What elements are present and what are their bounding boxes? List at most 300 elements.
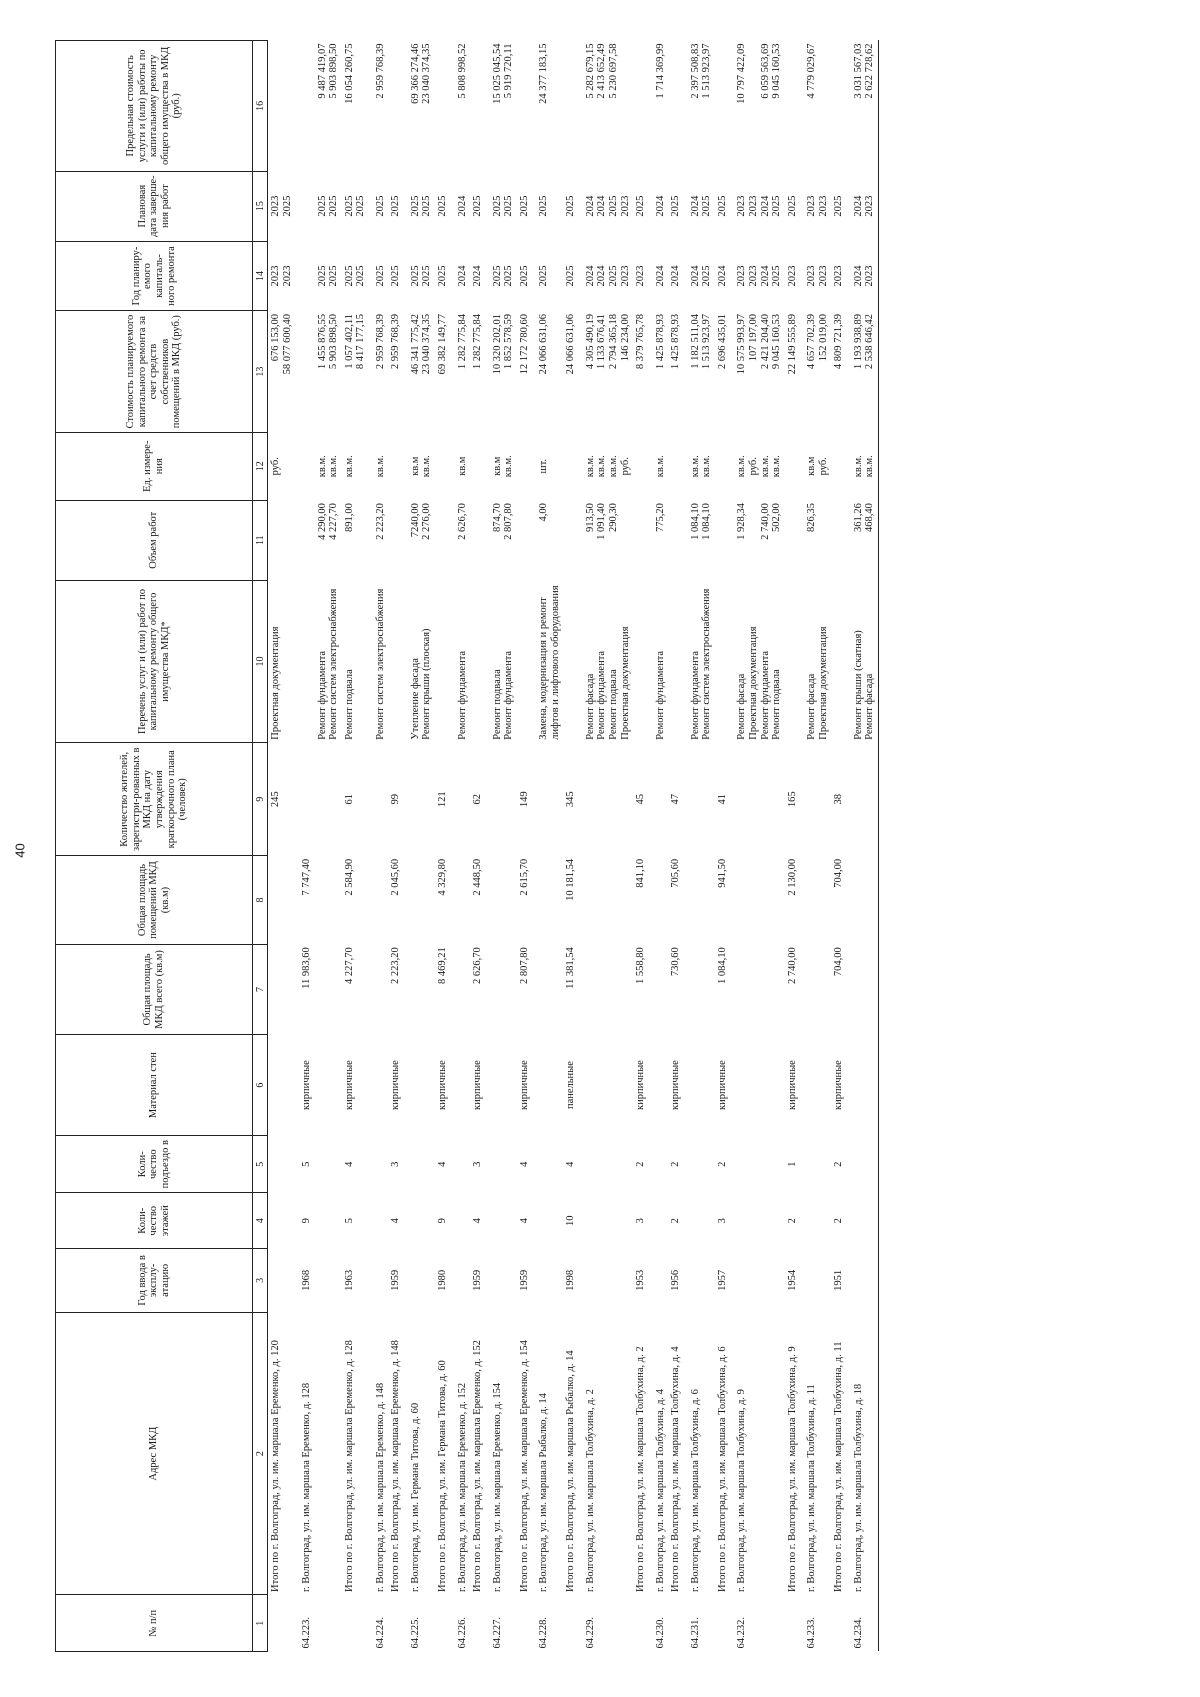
table-cell-col-5: [831, 1135, 851, 1193]
table-cell-col-6: [470, 1035, 490, 1136]
table-cell-col-12: [583, 432, 633, 500]
column-header-4: Коли-чество этажей: [56, 1193, 253, 1249]
cell-line: Ремонт подвала: [491, 669, 503, 740]
cell-line: 245: [270, 791, 281, 808]
table-cell-col-12: [373, 432, 389, 500]
cell-line: 2: [670, 1161, 682, 1167]
cell-line: [317, 746, 329, 853]
cell-line: 1954: [786, 1269, 798, 1291]
table-cell-col-16: [583, 41, 633, 172]
cell-line: [317, 1598, 329, 1649]
cell-line: 45: [635, 794, 647, 805]
cell-line: [270, 947, 282, 1031]
cell-line: [565, 44, 577, 169]
cell-line: [472, 44, 484, 169]
cell-line: 165: [786, 791, 798, 808]
table-cell-col-11: [583, 500, 633, 580]
cell-line: 2 223,20: [390, 947, 402, 984]
cell-line: 2024: [852, 265, 864, 287]
table-cell-col-3: [668, 1249, 688, 1313]
column-header-11: Объем работ: [56, 500, 253, 580]
table-cell-col-6: [490, 1035, 517, 1136]
cell-line: 1959: [472, 1269, 484, 1291]
cell-line: Итого по г. Волгоград, ул. им. маршала Рыбалко, д. 14: [565, 1350, 577, 1592]
table-cell-col-7: [633, 944, 653, 1034]
cell-line: Ремонт подвала: [608, 669, 620, 740]
cell-line: 4: [437, 1161, 449, 1167]
table-cell-col-4: [388, 1193, 408, 1249]
cell-line: 704,00: [833, 947, 845, 977]
cell-line: [806, 947, 818, 1031]
cell-line: 64.230.: [654, 1617, 666, 1649]
cell-line: 4 305 490,19: [584, 313, 596, 370]
cell-line: [472, 503, 484, 577]
cell-line: 704,00: [833, 858, 845, 888]
cell-line: 4 290,00: [316, 503, 328, 540]
table-cell-col-14: [688, 241, 715, 311]
cell-line: [736, 947, 748, 1031]
column-header-1: № п/п: [56, 1595, 253, 1652]
table-cell-col-6: [299, 1035, 315, 1136]
cell-line: кв.м.: [584, 455, 596, 478]
cell-line: 2 421 204,40: [759, 313, 771, 370]
cell-line: 2023: [833, 265, 845, 287]
table-row: [373, 41, 389, 1652]
table-cell-col-10: [408, 580, 435, 742]
table-cell-col-10: [633, 580, 653, 742]
table-cell-col-15: [734, 171, 784, 241]
table-cell-col-8: [490, 856, 517, 944]
cell-line: 4: [565, 1161, 577, 1167]
cell-line: [635, 503, 647, 577]
cell-line: кв.м: [456, 456, 468, 476]
cell-line: 11 381,54: [565, 947, 577, 989]
cell-line: 1 282 775,84: [472, 313, 484, 370]
cell-line: [690, 1038, 702, 1133]
table-cell-col-6: [668, 1035, 688, 1136]
table-cell-col-13: [470, 311, 490, 432]
table-cell-col-16: [734, 41, 784, 172]
cell-line: [301, 503, 313, 577]
table-cell-col-4: [785, 1193, 805, 1249]
cell-line: [655, 947, 667, 1031]
table-cell-col-3: [563, 1249, 583, 1313]
table-cell-col-10: [455, 580, 471, 742]
table-cell-col-8: [470, 856, 490, 944]
table-cell-col-7: [299, 944, 315, 1034]
cell-line: [655, 746, 667, 853]
cell-line: [492, 947, 504, 1031]
table-cell-col-14: [715, 241, 735, 311]
cell-line: кирпичные: [518, 1060, 530, 1110]
table-cell-col-4: [804, 1193, 831, 1249]
table-cell-col-2: [804, 1312, 831, 1595]
cell-line: 2025: [355, 265, 367, 287]
table-cell-col-1: [470, 1595, 490, 1652]
cell-line: Ремонт систем электроснабжения: [374, 588, 386, 740]
table-cell-col-11: [373, 500, 389, 580]
table-cell-col-8: [831, 856, 851, 944]
table-cell-col-14: [785, 241, 805, 311]
cell-line: 2023: [635, 265, 647, 287]
cell-line: кирпичные: [472, 1060, 484, 1110]
table-cell-col-14: [490, 241, 517, 311]
cell-line: [317, 1196, 329, 1246]
cell-line: 2023: [864, 195, 876, 217]
cell-line: руб.: [619, 457, 631, 476]
cell-line: [635, 44, 647, 169]
cell-line: 2023: [817, 195, 829, 217]
column-number-10: 10: [253, 580, 268, 742]
cell-line: кв.м.: [852, 455, 864, 478]
table-cell-col-3: [785, 1249, 805, 1313]
table-cell-col-15: [583, 171, 633, 241]
cell-line: Итого по г. Волгоград, ул. им. Германа Титова, д. 60: [437, 1360, 449, 1592]
cell-line: 2023: [619, 265, 631, 287]
table-cell-col-15: [715, 171, 735, 241]
table-cell-col-9: [653, 743, 669, 856]
table-cell-col-15: [315, 171, 342, 241]
cell-line: [787, 44, 799, 169]
cell-line: 2 538 646,42: [864, 313, 876, 370]
table-cell-col-1: [388, 1595, 408, 1652]
table-cell-col-9: [583, 743, 633, 856]
cell-line: 1959: [518, 1269, 530, 1291]
column-header-16: Предельная стоимость услуги и (или) работы по капитальному ремонту общего имущества в МКД (руб.): [56, 41, 253, 172]
cell-line: [736, 746, 748, 853]
table-cell-col-9: [831, 743, 851, 856]
cell-line: [806, 1038, 818, 1133]
table-cell-col-15: [831, 171, 851, 241]
cell-line: [787, 435, 799, 497]
cell-line: 10 797 422,09: [736, 43, 748, 104]
table-cell-col-4: [536, 1193, 563, 1249]
cell-line: руб.: [817, 457, 829, 476]
cell-line: Ремонт фундамента: [456, 650, 468, 740]
cell-line: 676 153,00: [270, 313, 281, 362]
cell-line: [472, 1598, 484, 1649]
table-cell-col-1: [563, 1595, 583, 1652]
table-cell-col-15: [268, 171, 300, 241]
table-cell-col-4: [408, 1193, 435, 1249]
cell-line: 2: [716, 1161, 728, 1167]
cell-line: 2025: [421, 265, 433, 287]
cell-line: 2025: [833, 195, 845, 217]
table-cell-col-15: [804, 171, 831, 241]
table-cell-col-16: [688, 41, 715, 172]
table-row-total: [785, 41, 805, 1652]
table-cell-col-11: [688, 500, 715, 580]
cell-line: [317, 1252, 329, 1310]
table-cell-col-12: [785, 432, 805, 500]
cell-line: 2 807,80: [518, 947, 530, 984]
table-cell-col-14: [435, 241, 455, 311]
cell-line: 9 045 160,53: [771, 43, 783, 99]
table-cell-col-9: [408, 743, 435, 856]
cell-line: 6 059 563,69: [759, 43, 771, 99]
cell-line: 2023: [806, 195, 818, 217]
table-row: [408, 41, 435, 1652]
cell-line: [853, 746, 865, 853]
table-cell-col-10: [268, 580, 300, 742]
table-cell-col-14: [455, 241, 471, 311]
column-number-row: [253, 41, 268, 1652]
table-cell-col-6: [804, 1035, 831, 1136]
cell-line: 7240,00: [409, 503, 421, 538]
cell-line: [690, 1138, 702, 1190]
cell-line: 11 983,60: [301, 947, 313, 989]
table-cell-col-10: [315, 580, 342, 742]
column-number-1: 1: [253, 1595, 268, 1652]
cell-line: [472, 435, 484, 497]
table-cell-col-2: [734, 1312, 784, 1595]
cell-line: кв.м.: [343, 455, 355, 478]
table-cell-col-7: [490, 944, 517, 1034]
column-number-14: 14: [253, 241, 268, 311]
cell-line: 2023: [736, 195, 748, 217]
cell-line: 64.234.: [852, 1617, 864, 1649]
table-cell-col-12: [653, 432, 669, 500]
table-cell-col-14: [470, 241, 490, 311]
table-row-total: [435, 41, 455, 1652]
cell-line: 10 181,54: [565, 858, 577, 901]
cell-line: [806, 1138, 818, 1190]
table-row: [583, 41, 633, 1652]
table-cell-col-5: [583, 1135, 633, 1193]
cell-line: 2025: [316, 195, 328, 217]
cell-line: г. Волгоград, ул. им. маршала Толбухина, д. 2: [584, 1389, 596, 1592]
cell-line: г. Волгоград, ул. им. маршала Толбухина, д. 6: [689, 1389, 701, 1592]
column-number-12: 12: [253, 432, 268, 500]
cell-line: [301, 435, 313, 497]
table-cell-col-9: [536, 743, 563, 856]
cell-line: Итого по г. Волгоград, ул. им. маршала Толбухина, д. 4: [670, 1346, 682, 1592]
table-cell-col-7: [804, 944, 831, 1034]
table-cell-col-4: [715, 1193, 735, 1249]
table-cell-col-7: [734, 944, 784, 1034]
table-cell-col-6: [268, 1035, 300, 1136]
cell-line: 2 959 768,39: [374, 313, 386, 370]
cell-line: кирпичные: [670, 1060, 682, 1110]
table-cell-col-5: [563, 1135, 583, 1193]
table-cell-col-10: [831, 580, 851, 742]
table-cell-col-7: [831, 944, 851, 1034]
table-cell-col-10: [299, 580, 315, 742]
cell-line: [519, 503, 531, 577]
table-cell-col-6: [734, 1035, 784, 1136]
cell-line: [690, 746, 702, 853]
cell-line: 4 657 702,39: [806, 313, 818, 370]
cell-line: 1 558,80: [635, 947, 647, 984]
table-cell-col-6: [785, 1035, 805, 1136]
cell-line: Ремонт фасада: [736, 673, 748, 740]
cell-line: кв.м.: [736, 455, 748, 478]
cell-line: 64.229.: [584, 1617, 596, 1649]
table-cell-col-1: [268, 1595, 300, 1652]
cell-line: кв.м.: [864, 455, 876, 478]
table-cell-col-6: [633, 1035, 653, 1136]
table-cell-col-6: [715, 1035, 735, 1136]
cell-line: [655, 859, 667, 941]
table-cell-col-14: [831, 241, 851, 311]
cell-line: кирпичные: [716, 1060, 728, 1110]
cell-line: 152 019,00: [817, 313, 829, 362]
cell-line: 1: [786, 1161, 798, 1167]
cell-line: 1 928,34: [736, 503, 748, 540]
table-row: [734, 41, 784, 1652]
cell-line: [690, 1196, 702, 1246]
cell-line: 41: [716, 794, 728, 805]
cell-line: 705,60: [670, 858, 682, 888]
table-cell-col-3: [633, 1249, 653, 1313]
cell-line: Ремонт фундамента: [316, 650, 328, 740]
cell-line: [717, 1598, 729, 1649]
table-cell-col-15: [388, 171, 408, 241]
table-cell-col-10: [435, 580, 455, 742]
cell-line: 2 130,00: [786, 858, 798, 896]
table-cell-col-12: [804, 432, 831, 500]
column-number-13: 13: [253, 311, 268, 432]
cell-line: [717, 583, 729, 739]
cell-line: г. Волгоград, ул. им. маршала Толбухина, д. 11: [806, 1384, 818, 1592]
table-cell-col-8: [804, 856, 831, 944]
table-cell-col-8: [633, 856, 653, 944]
table-cell-col-7: [388, 944, 408, 1034]
cell-line: [270, 44, 282, 169]
table-row-total: [633, 41, 653, 1652]
table-cell-col-10: [653, 580, 669, 742]
table-cell-col-10: [668, 580, 688, 742]
cell-line: 2: [670, 1218, 682, 1224]
cell-line: 2025: [409, 265, 421, 287]
cell-line: 2023: [270, 195, 281, 217]
table-cell-col-8: [653, 856, 669, 944]
table-cell-col-3: [734, 1249, 784, 1313]
table-row-total: [268, 41, 300, 1652]
table-cell-col-9: [470, 743, 490, 856]
table-cell-col-8: [435, 856, 455, 944]
cell-line: [344, 1598, 356, 1649]
cell-line: [301, 174, 313, 238]
table-cell-col-15: [470, 171, 490, 241]
table-cell-col-14: [734, 241, 784, 311]
table-cell-col-2: [455, 1312, 471, 1595]
cell-line: 9: [301, 1218, 313, 1224]
cell-line: [410, 859, 422, 941]
table-row-total: [831, 41, 851, 1652]
table-cell-col-7: [408, 944, 435, 1034]
cell-line: шт.: [538, 458, 550, 474]
cell-line: [690, 859, 702, 941]
cell-line: [390, 44, 402, 169]
cell-line: 1 084,10: [689, 503, 701, 540]
table-cell-col-4: [851, 1193, 879, 1249]
cell-line: [519, 44, 531, 169]
table-cell-col-9: [804, 743, 831, 856]
table-cell-col-11: [831, 500, 851, 580]
table-cell-col-12: [734, 432, 784, 500]
table-cell-col-6: [563, 1035, 583, 1136]
cell-line: 775,20: [654, 503, 666, 532]
cell-line: [317, 1138, 329, 1190]
table-row: [851, 41, 879, 1652]
cell-line: 2025: [518, 265, 530, 287]
table-cell-col-9: [785, 743, 805, 856]
cell-line: кв.м.: [596, 455, 608, 478]
table-cell-col-14: [804, 241, 831, 311]
cell-line: 1963: [343, 1269, 355, 1291]
table-cell-col-4: [734, 1193, 784, 1249]
table-cell-col-11: [388, 500, 408, 580]
table-cell-col-2: [785, 1312, 805, 1595]
column-number-7: 7: [253, 944, 268, 1034]
table-cell-col-11: [455, 500, 471, 580]
table-cell-col-11: [408, 500, 435, 580]
table-cell-col-16: [455, 41, 471, 172]
table-cell-col-4: [373, 1193, 389, 1249]
cell-line: [853, 859, 865, 941]
cell-line: [317, 1038, 329, 1133]
cell-line: 2 622 728,62: [864, 43, 876, 99]
table-cell-col-15: [373, 171, 389, 241]
table-cell-col-1: [653, 1595, 669, 1652]
table-cell-col-8: [455, 856, 471, 944]
table-cell-col-11: [563, 500, 583, 580]
table-cell-col-2: [373, 1312, 389, 1595]
cell-line: 874,70: [491, 503, 503, 532]
table-row-total: [715, 41, 735, 1652]
table-cell-col-13: [583, 311, 633, 432]
table-cell-col-5: [315, 1135, 342, 1193]
table-cell-col-2: [435, 1312, 455, 1595]
cell-line: [270, 1196, 282, 1246]
cell-line: [565, 1598, 577, 1649]
cell-line: г. Волгоград, ул. им. маршала Толбухина, д. 9: [736, 1389, 748, 1592]
table-cell-col-7: [563, 944, 583, 1034]
table-cell-col-16: [563, 41, 583, 172]
table-cell-col-7: [373, 944, 389, 1034]
table-cell-col-7: [342, 944, 373, 1034]
cell-line: 2025: [390, 195, 402, 217]
table-cell-col-8: [373, 856, 389, 944]
cell-line: [833, 44, 845, 169]
table-row-total: [342, 41, 373, 1652]
table-cell-col-1: [342, 1595, 373, 1652]
cell-line: 891,00: [343, 503, 355, 532]
table-cell-col-12: [315, 432, 342, 500]
cell-line: Итого по г. Волгоград, ул. им. маршала Толбухина, д. 2: [635, 1346, 647, 1592]
cell-line: 1 193 938,89: [852, 313, 864, 370]
column-header-5: Коли-чество подъездо в: [56, 1135, 253, 1193]
cell-line: 64.225.: [409, 1617, 421, 1649]
table-cell-col-11: [342, 500, 373, 580]
table-cell-col-11: [435, 500, 455, 580]
cell-line: 2024: [472, 265, 484, 287]
table-cell-col-16: [715, 41, 735, 172]
table-cell-col-16: [517, 41, 537, 172]
cell-line: [538, 1196, 550, 1246]
table-cell-col-16: [342, 41, 373, 172]
table-cell-col-15: [785, 171, 805, 241]
cell-line: [806, 746, 818, 853]
table-cell-col-14: [408, 241, 435, 311]
cell-line: Замена, модернизация и ремонт лифтов и лифтового оборудования: [538, 585, 561, 740]
table-cell-col-2: [315, 1312, 342, 1595]
table-cell-col-13: [563, 311, 583, 432]
cell-line: [410, 947, 422, 1031]
table-cell-col-4: [633, 1193, 653, 1249]
table-cell-col-14: [388, 241, 408, 311]
